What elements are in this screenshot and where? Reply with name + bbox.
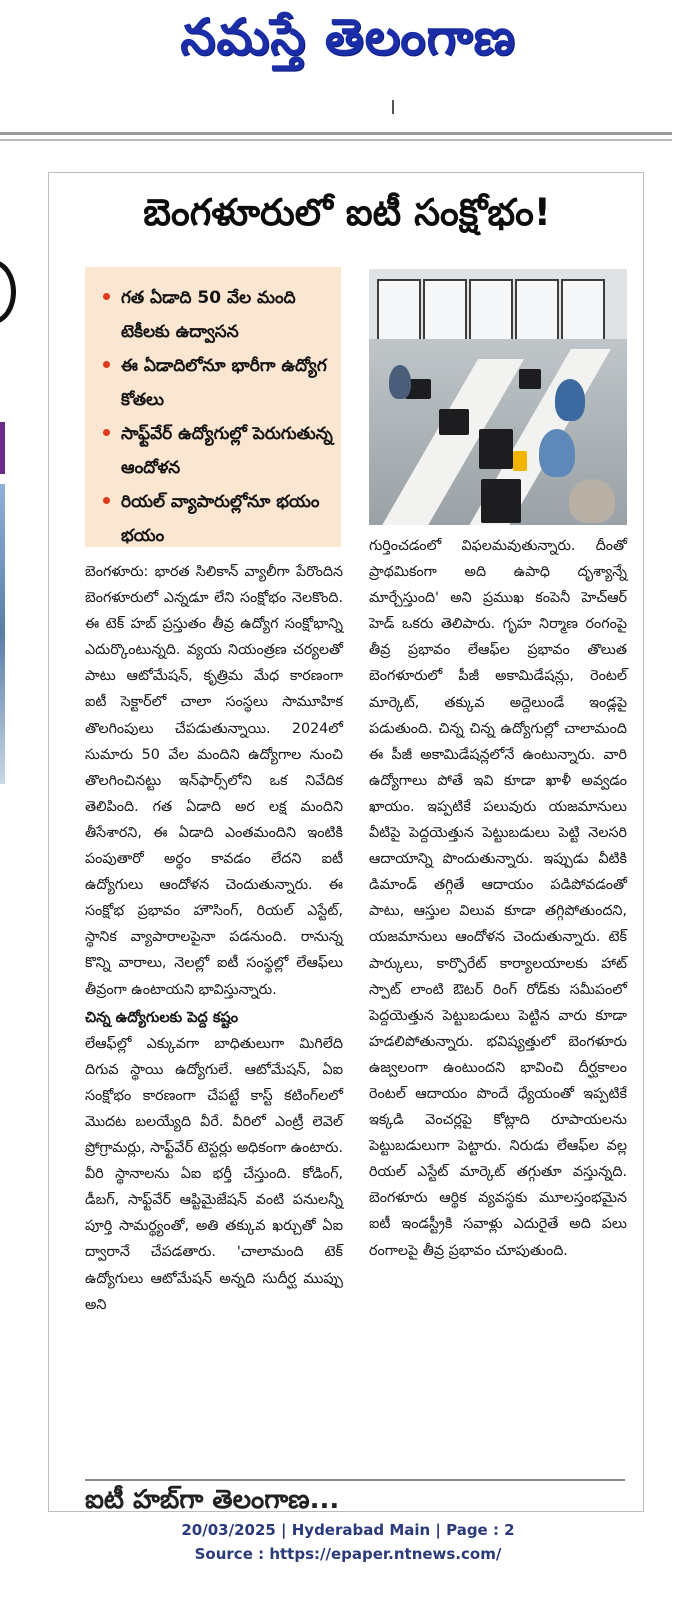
masthead-divider-tick bbox=[392, 100, 394, 114]
highlight-item: ఈ ఏడాదిలోనూ భారీగా ఉద్యోగ కోతలు bbox=[103, 349, 335, 417]
photo-person bbox=[539, 429, 575, 477]
adjacent-article-fragment bbox=[0, 260, 16, 324]
highlight-item: రియల్ వ్యాపారుల్లోనూ భయం భయం bbox=[103, 485, 335, 553]
photo-window bbox=[423, 279, 467, 341]
photo-monitor bbox=[479, 429, 513, 469]
masthead-rule-secondary bbox=[0, 139, 672, 141]
footer-source: Source : https://epaper.ntnews.com/ bbox=[194, 1545, 502, 1563]
highlight-item: గత ఏడాది 50 వేల మంది టెకీలకు ఉద్వాసన bbox=[103, 281, 335, 349]
photo-window bbox=[377, 279, 421, 341]
article-paragraph: బెంగళూరు: భారత సిలికాన్ వ్యాలీగా పేరొందిన బెంగళూరులో ఎన్నడూ లేని సంక్షోభం నెలకొంది. ఈ టెక్ హబ్ ప్రస్తుతం తీవ్ర ఉద్యోగ సంక్షోభాన్ని ఎదుర్కొంటున్నది. వ్యయ నియంత్రణ చర్యలతో పాటు ఆటోమేషన్, కృత్రిమ మేధ కారణంగా ఐటీ సెక్టార్‌లో చాలా సంస్థలు సామూహిక తొలగింపులు చేపడుతున్నాయి. 2024లో సుమారు 50 వేల మందిని ఉద్యోగాల నుంచి తొలగించినట్టు ఇన్‌ఫార్స్‌లోని ఒక నివేదిక తెలిపింది. గత ఏడాది అర లక్ష మందిని తీసేశారని, ఈ ఏడాది ఎంతమందిని ఇంటికి పంపుతారో అర్థం కావడం లేదని ఐటీ ఉద్యోగులు ఆందోళన చెందుతున్నారు. ఈ సంక్షోభ ప్రభావం హౌసింగ్, రియల్ ఎస్టేట్, స్థానిక వ్యాపారాలపైనా పడనుంది. రానున్న కొన్ని వారాలు, నెలల్లో ఐటీ సంస్థల్లో లేఆఫ్‌లు తీవ్రంగా ఉంటాయని భావిస్తున్నారు. bbox=[85, 564, 343, 998]
highlight-item: సాఫ్ట్‌వేర్ ఉద్యోగుల్లో పెరుగుతున్న ఆందోళన bbox=[103, 417, 335, 485]
page-footer bbox=[0, 1518, 696, 1566]
bullet-icon bbox=[103, 429, 110, 436]
photo-person bbox=[555, 379, 585, 421]
bullet-icon bbox=[103, 497, 110, 504]
office-photo bbox=[369, 269, 627, 525]
highlights-list bbox=[85, 267, 341, 553]
article-headline: బెంగళూరులో ఐటీ సంక్షోభం! bbox=[143, 191, 551, 234]
photo-monitor bbox=[481, 479, 521, 523]
photo-monitor bbox=[519, 369, 541, 389]
article-paragraph: గుర్తించడంలో విఫలమవుతున్నారు. దీంతో ప్రాథమికంగా అది ఉపాధి దృశ్యాన్నే మార్చేస్తుంది' అని ప్రముఖ కంపెనీ హెచ్‌ఆర్ హెడ్ ఒకరు తెలిపారు. గృహ నిర్మాణ రంగంపై తీవ్ర ప్రభావం లేఆఫ్‌ల ప్రభావం తొలుత బెంగళూరులో పీజీ అకామిడేషన్లు, రెంటల్ మార్కెట్, తక్కువ అద్దెలుండే ఇండ్లపై పడుతుంది. చిన్న చిన్న ఉద్యోగుల్లో చాలామంది ఈ పీజీ అకామిడేషన్లలోనే ఉంటున్నారు. వారి ఉద్యోగాలు పోతే ఇవి కూడా ఖాళీ అవ్వడం ఖాయం. ఇప్పటికే పలువురు యజమానులు వీటిపై పెద్దయెత్తున పెట్టుబడులు పెట్టి నెలసరి ఆదాయాన్ని పొందుతున్నారు. ఇప్పుడు వీటికి డిమాండ్ తగ్గితే ఆదాయం పడిపోవడంతో పాటు, ఆస్తుల విలువ కూడా తగ్గిపోతుందని, యజమానులు ఆందోళన చెందుతున్నారు. టెక్ పార్కులు, కార్పొరేట్ కార్యాలయాలకు హాట్ స్పాట్ లాంటి ఔటర్ రింగ్ రోడ్‌కు సమీపంలో పెద్దయెత్తున పెట్టుబడులు పెట్టిన వారు కూడా హడలిపోతున్నారు. భవిష్యత్తులో బెంగళూరు ఉజ్వలంగా ఉంటుందని భావించి దీర్ఘకాలం రెంటల్ ఆదాయం పొందే ధ్యేయంతో ఇప్పటికే ఇక్కడి వెంచర్లపై కోట్లాది రూపాయలను పెట్టుబడులుగా పెట్టారు. నిరుడు లేఆఫ్‌ల వల్ల రియల్ ఎస్టేట్ మార్కెట్ తగ్గుతూ వస్తున్నది. బెంగళూరు ఆర్థిక వ్యవస్థకు మూలస్తంభమైన ఐటీ ఇండస్ట్రీకి సవాళ్లు ఎదురైతే అది పలు రంగాలపై తీవ్ర ప్రభావం చూపుతుంది. bbox=[369, 538, 627, 1259]
highlights-box bbox=[85, 267, 341, 547]
bullet-icon bbox=[103, 361, 110, 368]
photo-window bbox=[469, 279, 513, 341]
footer-date-edition: 20/03/2025 | Hyderabad Main | Page : 2 bbox=[181, 1521, 515, 1539]
article-subheading: చిన్న ఉద్యోగులకు పెద్ద కష్టం bbox=[85, 1009, 239, 1026]
article-column-left bbox=[85, 559, 343, 1318]
photo-window bbox=[561, 279, 605, 341]
photo-person bbox=[569, 479, 615, 523]
next-article-headline-fragment: ఐటీ హబ్‌గా తెలంగాణ... bbox=[85, 1479, 625, 1512]
masthead bbox=[0, 0, 696, 96]
adjacent-article-image-fragment bbox=[0, 484, 5, 784]
adjacent-article-color-bar bbox=[0, 422, 5, 474]
article-column-right bbox=[369, 533, 627, 1264]
newspaper-logo: నమస్తే తెలంగాణ bbox=[180, 8, 516, 66]
photo-monitor bbox=[439, 409, 469, 435]
news-article bbox=[48, 172, 644, 1512]
article-paragraph: లేఆఫ్‌ల్లో ఎక్కువగా బాధితులుగా మిగిలేది దిగువ స్థాయి ఉద్యోగులే. ఆటోమేషన్, ఏఐ సంక్షోభం కారణంగా చేపట్టే కాస్ట్ కటింగ్‌లలో మొదట బలయ్యేది వీరే. వీరిలో ఎంట్రీ లెవెల్ ప్రోగ్రామర్లు, సాఫ్ట్‌వేర్ టెస్టర్లు అధికంగా ఉంటారు. వీరి స్థానాలను ఏఐ భర్తీ చేస్తుంది. కోడింగ్, డీబగ్, సాఫ్ట్‌వేర్ ఆప్టిమైజేషన్ వంటి పనులన్నీ పూర్తి సామర్థ్యంతో, అతి తక్కువ ఖర్చుతో ఏఐ ద్వారానే చేపడతారు. 'చాలామంది టెక్ ఉద్యోగులు ఆటోమేషన్ అన్నది సుదీర్ఘ ముప్పు అని bbox=[85, 1035, 343, 1313]
photo-person bbox=[389, 365, 411, 399]
photo-window bbox=[515, 279, 559, 341]
photo-yellow-cup bbox=[513, 451, 527, 471]
masthead-rule bbox=[0, 132, 672, 135]
bullet-icon bbox=[103, 293, 110, 300]
